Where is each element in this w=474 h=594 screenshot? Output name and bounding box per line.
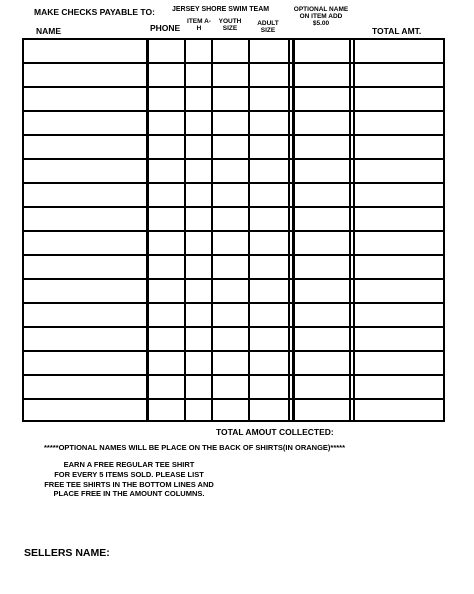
team-name: JERSEY SHORE SWIM TEAM [172, 6, 270, 13]
column-header-adult-size: ADULT SIZE [257, 20, 279, 35]
order-form-grid [22, 38, 445, 422]
checks-payable-label: MAKE CHECKS PAYABLE TO: [34, 7, 155, 17]
table-row[interactable] [24, 40, 443, 61]
table-row[interactable] [24, 304, 443, 325]
total-collected-label: TOTAL AMOUT COLLECTED: [216, 427, 334, 437]
table-row[interactable] [24, 280, 443, 301]
column-header-item: ITEM A-H [187, 18, 211, 33]
table-row[interactable] [24, 208, 443, 229]
table-row[interactable] [24, 184, 443, 205]
column-header-optional-name: OPTIONAL NAME ON ITEM ADD $5.00 [293, 6, 349, 28]
table-row[interactable] [24, 256, 443, 277]
column-header-youth-size: YOUTH SIZE [218, 18, 242, 33]
table-row[interactable] [24, 112, 443, 133]
table-row[interactable] [24, 136, 443, 157]
table-row[interactable] [24, 232, 443, 253]
sellers-name-label: SELLERS NAME: [24, 547, 110, 559]
optional-names-note: *****OPTIONAL NAMES WILL BE PLACE ON THE BACK OF SHIRTS(IN ORANGE)***** [44, 443, 345, 452]
free-shirt-instructions [18, 460, 240, 499]
free-shirt-line-1: EARN A FREE REGULAR TEE SHIRT [63, 460, 195, 469]
column-header-name: NAME [36, 26, 62, 36]
column-header-phone: PHONE [150, 23, 181, 33]
free-shirt-line-3: FREE TEE SHIRTS IN THE BOTTOM LINES AND [44, 479, 214, 489]
table-row[interactable] [24, 352, 443, 373]
free-shirt-line-2: FOR EVERY 5 ITEMS SOLD. PLEASE LIST [54, 469, 204, 479]
table-row[interactable] [24, 64, 443, 85]
column-header-total-amount: TOTAL AMT. [372, 26, 422, 36]
table-row[interactable] [24, 88, 443, 109]
free-shirt-line-4: PLACE FREE IN THE AMOUNT COLUMNS. [53, 489, 205, 499]
table-row[interactable] [24, 400, 443, 421]
table-row[interactable] [24, 328, 443, 349]
table-row[interactable] [24, 160, 443, 181]
table-row[interactable] [24, 376, 443, 397]
